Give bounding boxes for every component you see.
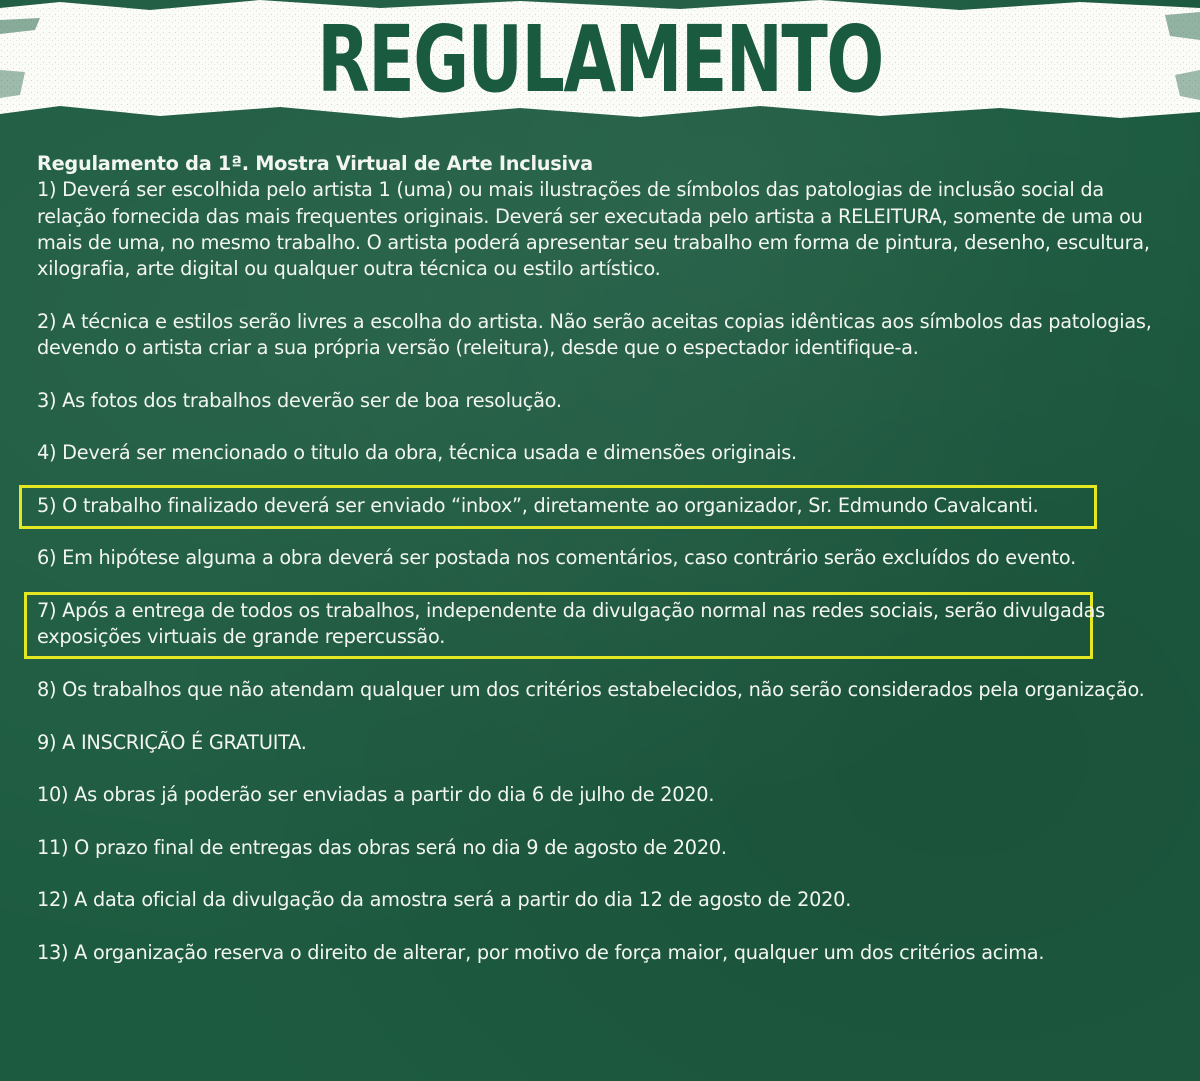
rule-item-3: 3) As fotos dos trabalhos deverão ser de boa resolução. <box>37 388 562 412</box>
rule-item-4: 4) Deverá ser mencionado o titulo da obra, técnica usada e dimensões originais. <box>37 441 797 465</box>
rule-item-7: 7) Após a entrega de todos os trabalhos, independente da divulgação normal nas redes sociais, serão divulgadas exposições virtuais de grande repercussão. <box>37 599 1105 649</box>
document-heading: Regulamento da 1ª. Mostra Virtual de Arte Inclusiva <box>37 152 593 175</box>
rule-item-9: 9) A INSCRIÇÃO É GRATUITA. <box>37 730 307 754</box>
title-banner <box>0 0 1200 120</box>
rule-item-10: 10) As obras já poderão ser enviadas a partir do dia 6 de julho de 2020. <box>37 783 715 807</box>
rule-item-13: 13) A organização reserva o direito de alterar, por motivo de força maior, qualquer um dos critérios acima. <box>37 940 1045 964</box>
regulation-document <box>37 151 1177 966</box>
banner-title: REGULAMENTO <box>317 6 883 113</box>
rule-item-11: 11) O prazo final de entregas das obras será no dia 9 de agosto de 2020. <box>37 835 727 859</box>
rule-item-12: 12) A data oficial da divulgação da amostra será a partir do dia 12 de agosto de 2020. <box>37 888 852 912</box>
rule-item-6: 6) Em hipótese alguma a obra deverá ser postada nos comentários, caso contrário serão excluídos do evento. <box>37 546 1076 570</box>
rule-item-1: 1) Deverá ser escolhida pelo artista 1 (uma) ou mais ilustrações de símbolos das patologias de inclusão social da relação fornecida das mais frequentes originais. Deverá ser executada pelo artista a RELEITURA, somente de uma ou mais de uma, no mesmo trabalho. O artista poderá apresentar seu trabalho em forma de pintura, desenho, escultura, xilografia, arte digital ou qualquer outra técnica ou estilo artístico. <box>37 178 1150 281</box>
rule-item-2: 2) A técnica e estilos serão livres a escolha do artista. Não serão aceitas copias idênticas aos símbolos das patologias, devendo o artista criar a sua própria versão (releitura), desde que o espectador identifique-a. <box>37 309 1152 360</box>
rule-item-5: 5) O trabalho finalizado deverá ser enviado “inbox”, diretamente ao organizador, Sr. Edmundo Cavalcanti. <box>37 493 1039 517</box>
rule-item-8: 8) Os trabalhos que não atendam qualquer um dos critérios estabelecidos, não serão considerados pela organização. <box>37 677 1145 701</box>
